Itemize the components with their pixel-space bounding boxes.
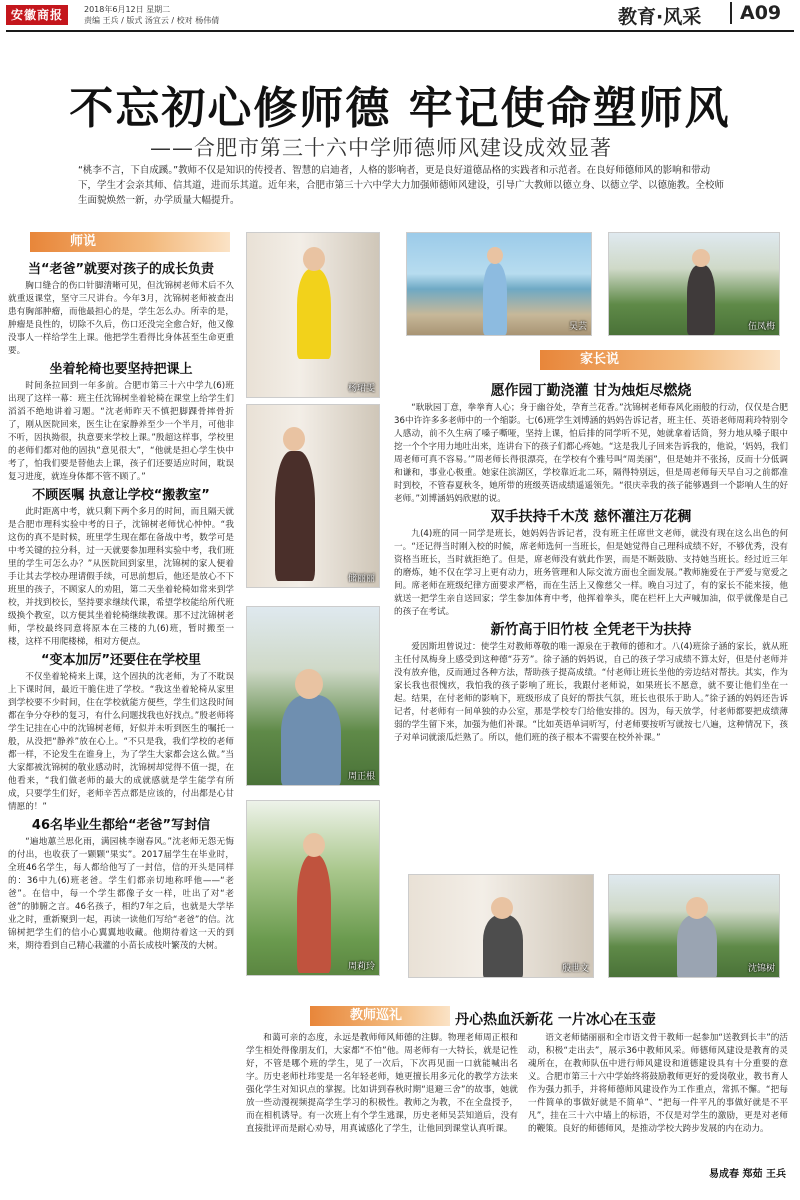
masthead bbox=[0, 0, 800, 30]
left-article-column bbox=[8, 258, 234, 1163]
person-figure bbox=[687, 265, 715, 335]
teacher-photo bbox=[246, 232, 380, 398]
section-banner-teacher bbox=[30, 232, 230, 252]
article-title: 46名毕业生都给“老爸”写封信 bbox=[31, 818, 211, 833]
paper-logo: 安徽商报 bbox=[6, 5, 68, 25]
person-figure bbox=[677, 915, 717, 978]
section-banner-parent bbox=[540, 350, 780, 370]
article-title: 当“老爸”就要对孩子的成长负责 bbox=[27, 262, 215, 277]
article-title: 不顾医嘱 执意让学校“搬教室” bbox=[32, 488, 210, 503]
teacher-photo bbox=[246, 800, 380, 976]
photo-caption: 周正根 bbox=[347, 772, 375, 782]
person-figure bbox=[297, 269, 331, 359]
person-figure bbox=[483, 263, 507, 335]
person-figure bbox=[281, 695, 341, 786]
article-body: 爱因斯坦曾说过：使学生对教师尊敬的唯一源泉在于教师的德和才。八(4)班徐子涵的家长，就从班主任付凤梅身上感受到这种德“芬芳”。徐子涵的妈妈说，自己的孩子学习成绩不算太好，但是付老师并没有放弃他，反而通过各种方法，帮助孩子提高成绩。“付老师让班长坐他的旁边结对帮扶。其实，作为家长我也很愧疚，我怕我的孩子影响了班长，我跟付老师说，如果班长不愿意，就不要让他们坐在一起。结果，在付老师的影响下，班级形成了良好的帮扶气氛，班长也很乐于助人。”徐子涵的妈妈还告诉记者，付老师有一间单独的办公室，那是学校专门给他安排的。因为，每天放学，付老师都要把成绩薄弱的学生留下来，加强为他们补课。“比如英语单词听写，付老师要按听写就按七八遍，这种情况下，孩子对单词就滚瓜烂熟了。所以，他们班的孩子根本不需要在校外补课。” bbox=[394, 642, 788, 743]
section-label: 教师巡礼 bbox=[350, 1008, 403, 1023]
masthead-rule bbox=[6, 30, 794, 32]
photo-caption: 储丽丽 bbox=[347, 574, 375, 584]
person-face bbox=[295, 669, 323, 699]
bottom-column-2 bbox=[528, 1032, 788, 1164]
person-face bbox=[692, 249, 710, 267]
article-title: “变本加厉”还要住在学校里 bbox=[40, 653, 202, 668]
photo-caption: 杨珺雯 bbox=[347, 384, 375, 394]
article-title: 新竹高于旧竹枝 全凭老干为扶持 bbox=[490, 622, 692, 638]
article-body: 此时距离中考，就只剩下两个多月的时间，而且隔天就是合肥市理科实验中考的日子，沈锦树老师忧心忡忡。“我这伤的真不是时候，班里学生现在都在备战中考，数学可是中考关键的拉分科，过一天就要参加理科实验中考，我们班里的学生可怎么办？”从医院回到家里，沈锦树的家人便着手让其去学校办理请假手续，可思前想后，他还是放心不下班里的孩子，不顾家人的劝阻，第二天坐着轮椅如常来到学校，并找到校长，坚持要求继续代课，希望学校能给所代班级换个教室，以方便其坐着轮椅继续教课。那不过沈锦树老师，学校最终同意将原本在三楼的九(6)班，暂时搬至一楼，这样不用爬楼梯，相对方便点。 bbox=[8, 507, 234, 647]
teacher-photo bbox=[246, 404, 380, 588]
teacher-photo bbox=[608, 874, 780, 978]
subheadline: ——合肥市第三十六中学师德师风建设成效显著 bbox=[150, 136, 612, 160]
article-body: “遍地蕙兰思化雨，满园桃李谢春风。”沈老师无怨无悔的付出，也收获了一颗颗“果实”。2017届学生在毕业时，全班46名学生，每人都给他写了一封信，信的开头是同样的：36中九(6)班老爸。学生们都亲切地称呼他——“老爸”。在信中，每一个学生都像子女一样，吐出了对“老爸”的肺腑之言。46名孩子，相约7年之后，也就是大学毕业之时，重新聚到一起，再读一读他们写给“老爸”的信。沈锦树把学生们的信小心翼翼地收藏。他期待着这一天的到来，期待看到自己精心栽灌的小苗长成枝叶繁茂的大树。 bbox=[8, 837, 234, 951]
section-banner-inspect bbox=[310, 1006, 450, 1026]
article-body: “耿耿园丁意，拳拳育人心；身于幽谷处，孕育兰花香。”沈锦树老师春风化雨般的行动，仅仅是合肥36中许许多多老师中的一个缩影。七(6)班学生刘博涵的妈妈告诉记者，班主任、英语老师周莉玲特别令人感动，前不久生病了嗓子嘶哑，坚持上课，怕后排的同学听不见，她就拿着话筒，努力地从嗓子眼中挖一个个字用力地吐出来，连讲台下的孩子们都心疼她。“这是我儿子回来告诉我的，他说，‘妈妈，我们周老师可真不容易。’”周老师长得很漂亮，在学校有个雅号叫“周美丽”，但是她并不张扬，反而十分低调和谦和，事业心极重。她家住滨湖区，学校靠近北二环，隔得特别远，但是周老师每天早自习之前都准时到校，不管春夏秋冬，她所带的班级英语成绩遥遥领先。“很庆幸我的孩子能够遇到一个影响人生的好老师。”刘博涵妈妈欣慰的说。 bbox=[394, 403, 788, 504]
editors-line: 责编 王兵 / 版式 汤宜云 / 校对 杨伟倩 bbox=[84, 16, 220, 25]
teacher-photo bbox=[246, 606, 380, 786]
photo-caption: 周莉玲 bbox=[347, 962, 375, 972]
photo-caption: 殷世文 bbox=[561, 964, 589, 974]
person-figure bbox=[275, 451, 315, 581]
section-label: 家长说 bbox=[580, 352, 620, 367]
article-body: 九(4)班的同一同学是班长，她妈妈告诉记者，没有班主任席世文老师，就没有现在这么出色的何一。“还记得当时刚入校的时候，席老师选何一当班长，但是她觉得自己理科成绩不好，不够优秀，没有资格当班长，当时就拒绝了。但是，席老师没有就此作罢，而是不断鼓励、支持她当班长。经过近三年的磨炼，她不仅在学习上更有动力，班务管理和人际交流方面也全面发展。”教师施爱在于严爱与宽爱之间。席老师在班级纪律方面要求严格，而在生活上又像慈父一样。晚自习过了，有的家长不能来接，他就送一把学生亲自送回家；学生参加体育中考，他挥着拳头，爬在栏杆上大声喊加油，似乎就像是自己的孩子在考试。 bbox=[394, 529, 788, 617]
article-body: 时间条拉回到一年多前。合肥市第三十六中学九(6)班出现了这样一幕：班主任沈锦树坐着轮椅在课堂上给学生们滔滔不绝地讲着习题。“沈老师昨天不慎把脚踝骨摔骨折了，刚从医院回来，医生让在家静养至少一个半月，可他非不听，因执拗很，执意要来学校上课。”殷超这样事，学校里的老师们都对他的固执“意见很大”，“他就是担心学生快中考了，怕我们要是替他去上课，孩子们还要适应时间，耽误复习进度，就连身体都不管不顾了。” bbox=[8, 381, 234, 482]
article-body: 和蔼可亲的态度，永远是教师师风师德的注脚。物理老师周正根和学生相处得像朋友们，大家都“不怕”他。周老师有一大特长，就是记性好，不管是哪个班的学生，见了一次后，下次再见面一口就能喊出名字。历史老师杜玮雯是一名年轻老师，她更擅长用多元化的教学方法来强化学生对知识点的掌握。比如讲到春秋时期“退避三舍”的故事，她就放一些动漫视频提高学生学习的积极性。教师之为教，不在全盘授予，而在相机诱导。有一次班上有个学生逃课，历史老师吴芸知道后，没有直接批评而是耐心劝导，用真诚感化了学生，让他回到课堂认真听课。 bbox=[246, 1033, 518, 1134]
person-face bbox=[491, 897, 513, 919]
person-figure bbox=[483, 915, 523, 978]
bottom-column-1 bbox=[246, 1032, 518, 1182]
article-body: 语文老师储丽丽和全市语文骨干教师一起参加“送教到长丰”的活动，积极“走出去”，展示36中教师风采。师德师风建设是教育的灵魂所在，在教师队伍中进行师风建设和道德建设具有十分重要的意义。合肥市第三十六中学始终将鼓励教师更好的爱岗敬业，教书育人作为强力抓手，并将师德师风建设作为工作重点，常抓不懈。“把每一件简单的事做好就是不简单”、“把每一件平凡的事做好就是不平凡”，挂在三十六中墙上的标语，不仅是对学生的激励，更是对老师的鞭策。良好的师德师风，是推动学校大跨步发展的内在动力。 bbox=[528, 1033, 788, 1134]
page-number: A09 bbox=[730, 2, 781, 24]
article-body: 胸口缝合的伤口针脚清晰可见，但沈锦树老师术后不久就重返课堂，坚守三尺讲台。今年3月，沈锦树老师被查出患有胸部肿瘤，而他最担心的是，学生怎么办。所幸的是，肿瘤是良性的，切除不久后，伤口还没完全愈合好，他又像没事人一样给学生上课。他把学生看得比身体甚至生命更重要。 bbox=[8, 281, 234, 356]
bottom-article-title: 丹心热血沃新花 一片冰心在玉壶 bbox=[455, 1012, 656, 1028]
issue-meta bbox=[84, 4, 219, 26]
right-article-column bbox=[394, 380, 788, 862]
byline: 易成春 郑茹 王兵 bbox=[709, 1169, 786, 1180]
person-face bbox=[303, 833, 325, 857]
person-face bbox=[686, 897, 708, 919]
date-line: 2018年6月12日 星期二 bbox=[84, 5, 171, 14]
person-face bbox=[487, 247, 503, 264]
person-face bbox=[303, 247, 325, 271]
lead-paragraph: “桃李不言，下自成蹊。”教师不仅是知识的传授者、智慧的启迪者，人格的影响者，更是良好道德品格的实践者和示范者。在良好师德师风的影响和带动下，学生才会亲其师、信其道，进而乐其道。近年来，合肥市第三十六中学大力加强师德师风建设，引导广大教师以德立身、以德立学、以德施教。全校师生面貌焕然一新，办学质量大幅提升。 bbox=[78, 165, 725, 206]
article-title: 坐着轮椅也要坚持把课上 bbox=[49, 362, 193, 377]
photo-caption: 伍凤梅 bbox=[747, 322, 775, 332]
teacher-photo bbox=[608, 232, 780, 336]
article-title: 愿作园丁勤浇灌 甘为烛炬尽燃烧 bbox=[490, 383, 692, 399]
section-label: 师说 bbox=[70, 234, 97, 249]
person-figure bbox=[297, 855, 331, 973]
headline: 不忘初心修师德 牢记使命塑师风 bbox=[69, 83, 731, 134]
teacher-photo bbox=[408, 874, 594, 978]
photo-caption: 沈锦树 bbox=[747, 964, 775, 974]
person-face bbox=[283, 427, 305, 451]
article-body: 不仅坐着轮椅来上课，这个固执的沈老师，为了不耽误上下课时间，最近干脆住进了学校。“我这坐着轮椅从家里到学校要不少时间，住在学校就能方便些，学生们这段时间都在争分夺秒的复习，有什么问题找我也好找点。”殷老师将学生记挂在心中的沈锦树老师，好似并未听到医生的嘱托一般，从没把“静养”放在心上。“不只是我，我们学校的老师都一样，不论发生在谁身上，为了学生大家都会这么做。”当大家都被沈锦树的敬业感动时，沈锦树却觉得不值一提，在他看来，“我们做老师的最大的成就感就是学生能学有所成，只要学生们好，老师辛苦点都是应该的，付出都是心甘情愿的！” bbox=[8, 672, 234, 812]
photo-caption: 吴芸 bbox=[568, 322, 587, 332]
section-tag: 教育·风采 bbox=[618, 6, 702, 28]
article-title: 双手扶持千木茂 慈怀灌注万花稠 bbox=[490, 509, 692, 525]
teacher-photo bbox=[406, 232, 592, 336]
